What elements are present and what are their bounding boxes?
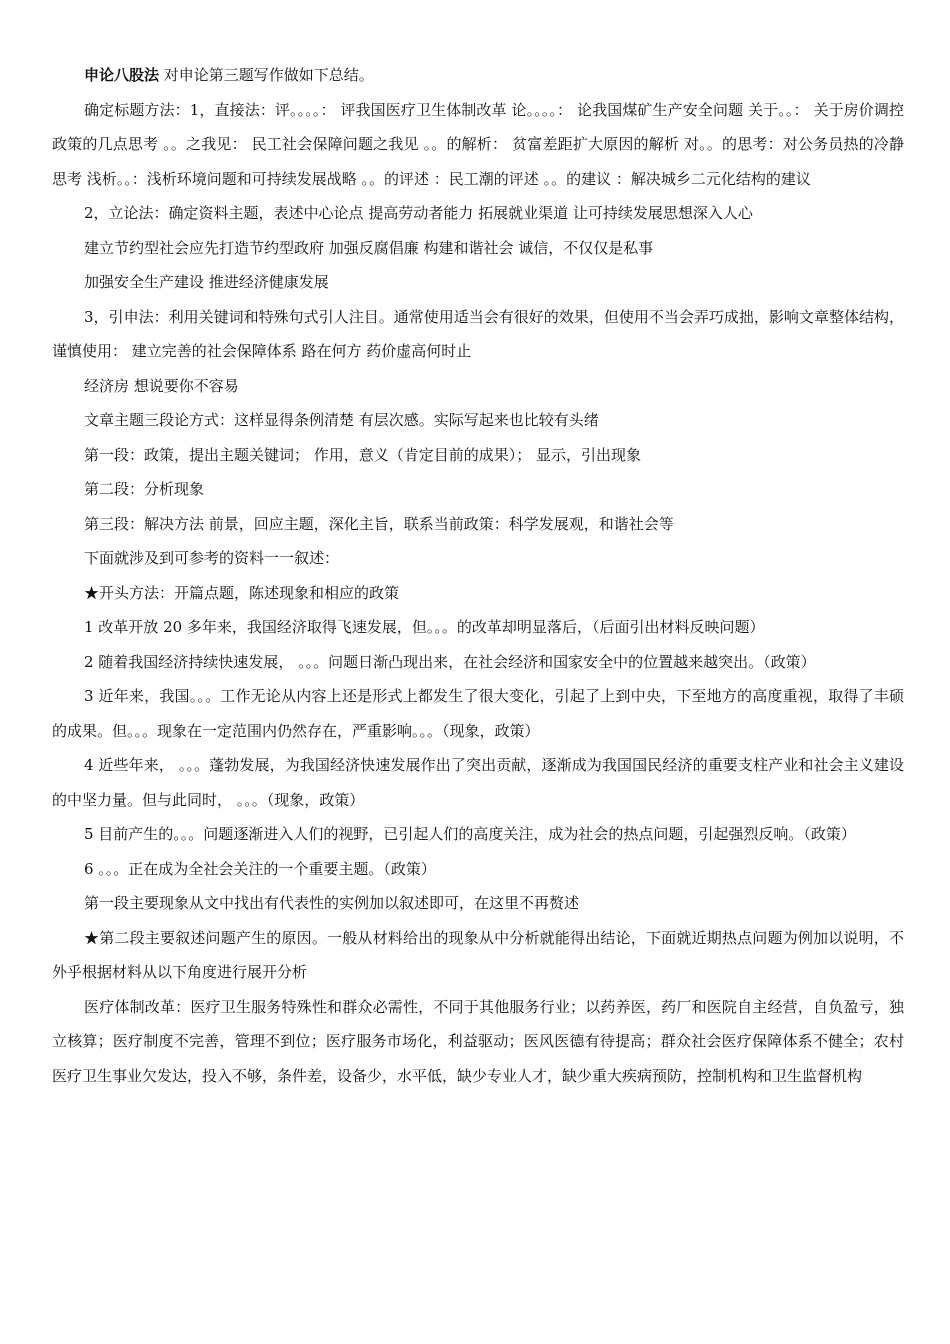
- paragraph-first-section-note: 第一段主要现象从文中找出有代表性的实例加以叙述即可，在这里不再赘述: [84, 894, 580, 912]
- paragraph-opening-5: 5 目前产生的。。。问题逐渐进入人们的视野，已引起人们的高度关注，成为社会的热点问题，引起强烈反响。（政策）: [84, 825, 856, 843]
- paragraph-part-two: 第二段：分析现象: [84, 480, 205, 498]
- paragraph-title-methods: 确定标题方法：1，直接法：评。。。。： 评我国医疗卫生体制改革 论。。。。： 论我国煤矿生产安全问题 关于。。： 关于房价调控政策的几点思考 。。之我见： 民工社会保障问题之我见 。。的解析： 贫富差距扩大原因的解析 对。。的思考：对公务员热的冷静思考 浅析。。：浅析环境问题和可持续发展战略 。。的评述 ：民工潮的评述 。。的建议 ：解决城乡二元化结构的建议: [52, 100, 904, 188]
- paragraph-reference-intro: 下面就涉及到可参考的资料一一叙述：: [84, 549, 340, 567]
- paragraph-yinshen-example: 经济房 想说要你不容易: [84, 376, 239, 395]
- paragraph-opening-4: 4 近些年来， 。。。蓬勃发展，为我国经济快速发展作出了突出贡献，逐渐成为我国国民经济的重要支柱产业和社会主义建设的中坚力量。但与此同时， 。。。（现象，政策）: [52, 756, 904, 809]
- paragraph-three-part: 文章主题三段论方式：这样显得条例清楚 有层次感。实际写起来也比较有头绪: [84, 411, 599, 429]
- paragraph-part-one: 第一段：政策，提出主题关键词； 作用，意义（肯定目前的成果）； 显示，引出现象: [84, 445, 642, 464]
- paragraph-second-section: ★第二段主要叙述问题产生的原因。一般从材料给出的现象从中分析就能得出结论，下面就近期热点问题为例加以说明，不外乎根据材料从以下角度进行展开分析: [52, 928, 904, 981]
- paragraph-part-three: 第三段：解决方法 前景，回应主题，深化主旨，联系当前政策：科学发展观，和谐社会等: [84, 514, 674, 533]
- paragraph-lilun-method: 2，立论法：确定资料主题，表述中心论点 提高劳动者能力 拓展就业渠道 让可持续发展思想深入人心: [84, 204, 753, 222]
- heading-bold: 申论八股法: [84, 66, 160, 84]
- paragraph-lilun-examples-1: 建立节约型社会应先打造节约型政府 加强反腐倡廉 构建和谐社会 诚信，不仅仅是私事: [84, 238, 654, 257]
- paragraph-lilun-examples-2: 加强安全生产建设 推进经济健康发展: [84, 273, 329, 291]
- paragraph-yinshen-method: 3，引申法：利用关键词和特殊句式引人注目。通常使用适当会有很好的效果，但使用不当会弄巧成拙，影响文章整体结构，谨慎使用： 建立完善的社会保障体系 路在何方 药价虚高何时止: [52, 307, 904, 360]
- paragraph-opening-6: 6 。。。正在成为全社会关注的一个重要主题。（政策）: [84, 859, 436, 878]
- document-page: [52, 58, 904, 1093]
- heading-rest: 对申论第三题写作做如下总结。: [159, 66, 374, 84]
- paragraph-opening-3: 3 近年来，我国。。。工作无论从内容上还是形式上都发生了很大变化，引起了上到中央，下至地方的高度重视，取得了丰硕的成果。但。。。现象在一定范围内仍然存在，严重影响。。。（现象，政策）: [52, 687, 904, 740]
- paragraph-opening-2: 2 随着我国经济持续快速发展， 。。。问题日渐凸现出来，在社会经济和国家安全中的位置越来越突出。（政策）: [84, 652, 816, 671]
- paragraph-opening-method: ★开头方法：开篇点题，陈述现象和相应的政策: [84, 583, 400, 602]
- paragraph-opening-1: 1 改革开放 20 多年来，我国经济取得飞速发展，但。。。的改革却明显落后，（后面引出材料反映问题）: [84, 618, 765, 636]
- heading-paragraph: [52, 58, 904, 93]
- paragraph-medical-reform: 医疗体制改革：医疗卫生服务特殊性和群众必需性，不同于其他服务行业；以药养医，药厂和医院自主经营，自负盈亏，独立核算；医疗制度不完善，管理不到位；医疗服务市场化，利益驱动；医风医德有待提高；群众社会医疗保障体系不健全；农村医疗卫生事业欠发达，投入不够，条件差，设备少，水平低，缺少专业人才，缺少重大疾病预防，控制机构和卫生监督机构: [52, 997, 904, 1085]
